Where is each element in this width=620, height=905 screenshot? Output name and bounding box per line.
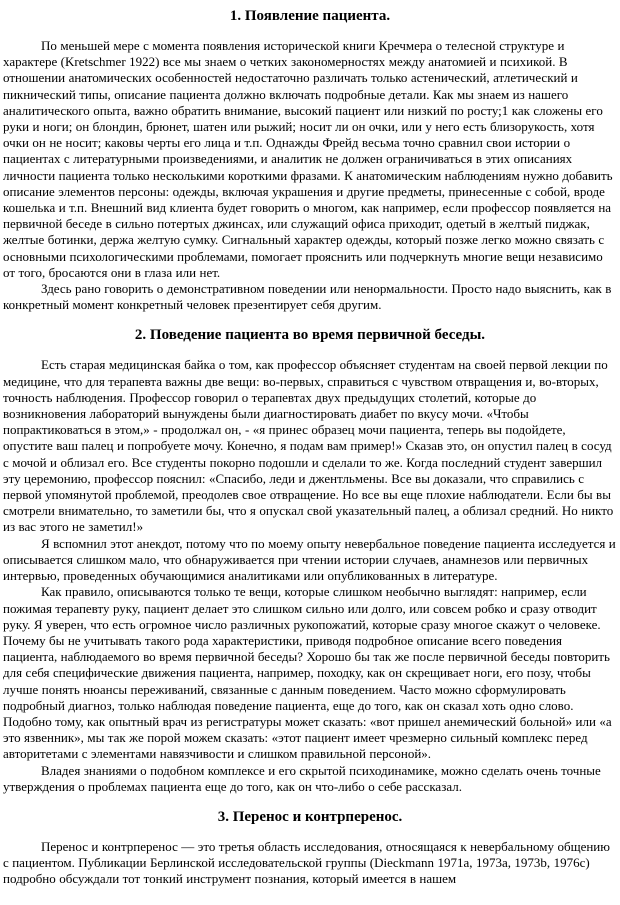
section-2-heading: 2. Поведение пациента во время первичной беседы.: [134, 327, 486, 344]
section-2-paragraph-2: Я вспомнил этот анекдот, потому что по моему опыту невербальное поведение пациента исследуется и описывается слишком мало, что обнаруживается при чтении истории случаев, анамнезов или первичных интервью, проведенных обучающимися аналитиками или опубликованных в литературе.: [3, 535, 616, 584]
section-3-paragraph-1: Перенос и контрперенос — это третья область исследования, относящаяся к невербальному общению с пациентом. Публикации Берлинской исследовательской группы (Dieckmann 1971a, 1973a, 1973b, 1976c) подробно обсуждали тот тонкий инструмент познания, который имеется в нашем: [3, 838, 610, 887]
section-transference: [3, 808, 617, 888]
section-1-heading: 1. Появление пациента.: [229, 8, 391, 24]
section-2-paragraph-3: Как правило, описываются только те вещи, которые слишком необычно выглядят: например, если пожимая терапевту руку, пациент делает это слишком сильно или долго, или совсем робко и сразу отводит руку. Я уверен, что есть огромное число различных рукопожатий, которые сразу многое скажут о человеке. Почему бы не учитывать такого рода характеристики, приводя подробное описание всего поведения пациента, наблюдаемого во время первичной беседы? Хорошо бы так же после первичной беседы повторить для себя специфические движения пациента, например, походку, как он скрещивает ноги, его позу, чтобы лучше понять нюансы переживаний, связанные с данным поведением. Часто можно сформулировать подробный диагноз, только наблюдая поведение пациента, еще до того, как он сказал хоть одно слово. Подобно тому, как опытный врач из регистратуры может сказать: «вот пришел анемический больной» или «а это язвенник», мы так же порой можем сказать: «этот пациент имеет чрезмерно сильный комплекс перед авторитетами с элементами навязчивости и слишком правильной персоной».: [3, 584, 612, 762]
section-patient-behavior: [3, 326, 617, 794]
section-2-paragraph-4: Владея знаниями о подобном комплексе и его скрытой психодинамике, можно сделать очень точные утверждения о проблемах пациента еще до того, как он что-либо о себе рассказал.: [3, 762, 601, 794]
section-2-paragraph-1: Есть старая медицинская байка о том, как профессор объясняет студентам на своей первой лекции по медицине, что для терапевта важны две вещи: во-первых, справиться с чувством отвращения и, во-вторых, точность наблюдения. Профессор говорил о терапевтах двух предыдущих столетий, которые до возникновения лабораторий вынуждены были диагностировать диабет по вкусу мочи. «Чтобы попрактиковаться в этом,» - продолжал он, - «я принес образец мочи пациента, теперь вы подойдете, опустите ваш палец и попробуете мочу. Конечно, я подам вам пример!» Сказав это, он опустил палец в сосуд с мочой и облизал его. Все студенты покорно подошли и сделали то же. Когда последний студент завершил эту церемонию, профессор пояснил: «Спасибо, леди и джентльмены. Все вы доказали, что справились с первой упомянутой проблемой, преодолев свое отвращение. Но все вы еще плохие наблюдатели. Если бы вы смотрели внимательно, то заметили бы, что я опускал свой указательный палец, а облизал средний. Но никто из вас этого не заметил!»: [3, 357, 614, 535]
section-1-paragraph-2: Здесь рано говорить о демонстративном поведении или ненормальности. Просто надо выяснить, как в конкретный момент конкретный человек презентирует себя другим.: [3, 281, 612, 313]
section-3-heading: 3. Перенос и контрперенос.: [217, 808, 403, 825]
section-1-paragraph-1: По меньшей мере с момента появления исторической книги Кречмера о телесной структуре и характере (Kretschmer 1922) все мы знаем о четких закономерностях между анатомией и психикой. В отношении анатомических особенностей недостаточно различать только астенический, атлетический и пикнический типы, описание пациента должно включать подробные детали. Как мы знаем из нашего аналитического опыта, важно обратить внимание, высокий пациент или низкий по росту;1 как сложены его руки и ноги; он блондин, брюнет, шатен или рыжий; носит ли он очки, или у него есть близорукость, хотя очки он не носит; каковы черты его лица и т.п. Однажды Фрейд весьма точно сравнил свои истории о пациентах с литературными произведениями, и аналитик не должен ограничиваться в этих описаниях личности пациента только несколькими короткими фразами. К анатомическим наблюдениям нужно добавить описание элементов персоны: одежды, включая украшения и другие предметы, принесенные с собой, вроде кошелька и т.п. Внешний вид клиента будет говорить о многом, как например, если профессор появляется на первичной беседе в сильно потертых джинсах, или служащий офиса приходит, одетый в желтый пиджак, желтые ботинки, держа желтую сумку. Сигнальный характер одежды, который позже легко можно связать с основными психологическими проблемами, помогает прояснить или подчеркнуть многие вещи независимо от того, бросаются они в глаза или нет.: [3, 38, 613, 280]
section-appearance-of-patient: [3, 7, 617, 313]
